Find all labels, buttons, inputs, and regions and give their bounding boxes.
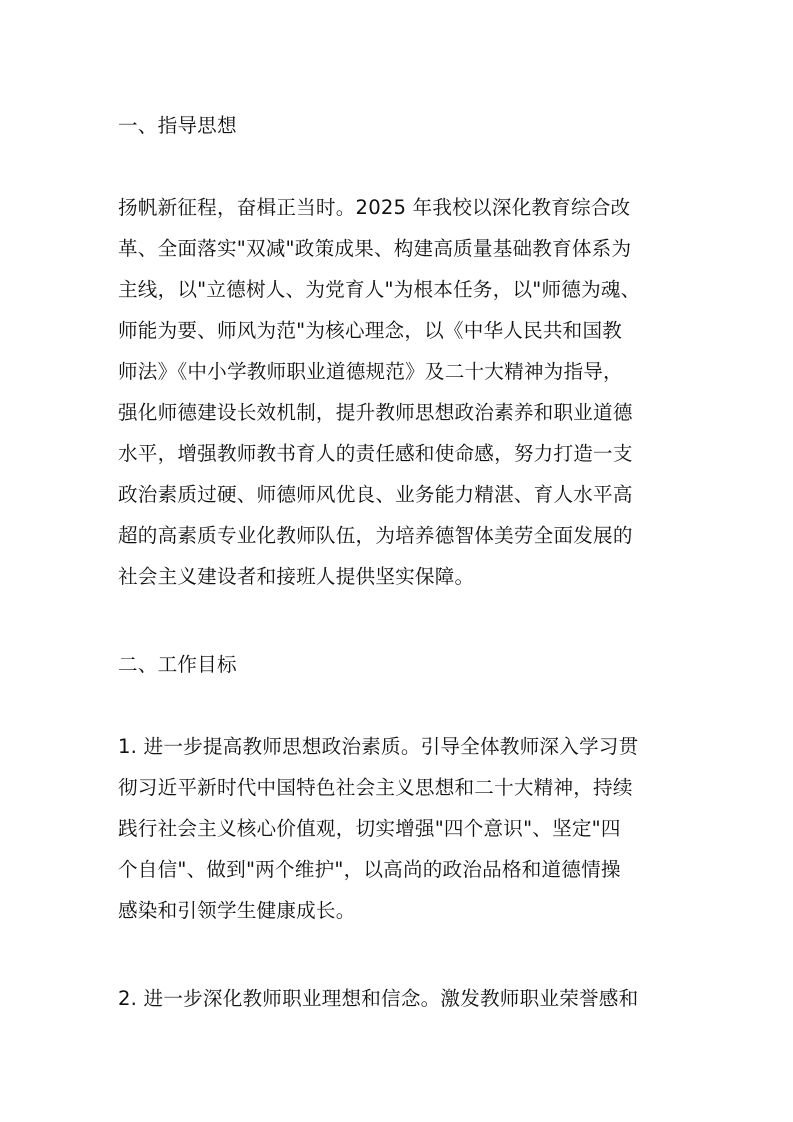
paragraph-line: 践行社会主义核心价值观，切实增强"四个意识"、坚定"四 — [118, 817, 621, 840]
paragraph-line: 师能为要、师风为范"为核心理念，以《中华人民共和国教 — [118, 319, 623, 342]
section-heading-guiding-ideology: 一、指导思想 — [118, 114, 237, 137]
paragraph-line: 革、全面落实"双减"政策成果、构建高质量基础教育体系为 — [118, 237, 632, 260]
paragraph-line: 扬帆新征程，奋楫正当时。2025 年我校以深化教育综合改 — [118, 196, 631, 219]
paragraph-line: 强化师德建设长效机制，提升教师思想政治素养和职业道德 — [118, 401, 633, 424]
paragraph-line: 社会主义建设者和接班人提供坚实保障。 — [118, 565, 475, 588]
paragraph-line: 主线，以"立德树人、为党育人"为根本任务，以"师德为魂、 — [118, 278, 641, 301]
section-heading-work-goals: 二、工作目标 — [118, 653, 237, 676]
paragraph-line: 1. 进一步提高教师思想政治素质。引导全体教师深入学习贯 — [118, 735, 639, 758]
paragraph-line: 彻习近平新时代中国特色社会主义思想和二十大精神，持续 — [118, 776, 633, 799]
paragraph-line: 感染和引领学生健康成长。 — [118, 899, 356, 922]
paragraph-line: 师法》《中小学教师职业道德规范》及二十大精神为指导， — [118, 360, 623, 383]
paragraph-line: 2. 进一步深化教师职业理想和信念。激发教师职业荣誉感和 — [118, 987, 639, 1010]
paragraph-line: 政治素质过硬、师德师风优良、业务能力精湛、育人水平高 — [118, 483, 633, 506]
paragraph-line: 个自信"、做到"两个维护"，以高尚的政治品格和道德情操 — [118, 858, 621, 881]
paragraph-line: 超的高素质专业化教师队伍，为培养德智体美劳全面发展的 — [118, 524, 633, 547]
paragraph-line: 水平，增强教师教书育人的责任感和使命感，努力打造一支 — [118, 442, 633, 465]
